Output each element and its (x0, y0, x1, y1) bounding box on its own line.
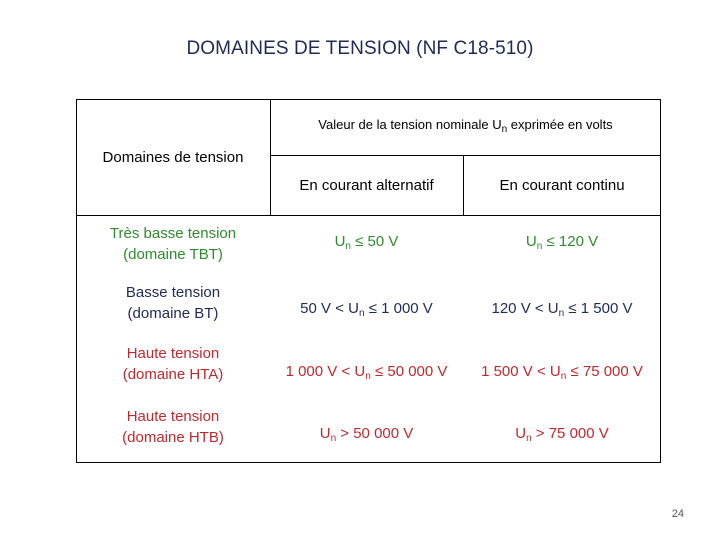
header-value (270, 99, 661, 155)
header-ac (270, 155, 463, 215)
table-row-bt-dc: 120 $V < U_n \le 1$ 500 V (491, 300, 633, 319)
table-row-bt-ac: 50 $V < U_n \le 1$ 000 V (300, 300, 433, 319)
table-row-htb-ac: $U_n > 50$ 000 V (319, 425, 414, 444)
table-row-hta-ac: 1 000 $V < U_n \le 50$ 000 V (285, 363, 448, 382)
table-row-tbt-domain (76, 216, 270, 272)
table-row-bt-domain (76, 272, 270, 334)
table-row-hta-domain (76, 336, 270, 392)
header-dc-label: En courant continu (499, 176, 625, 194)
domain-name: Haute tension (126, 345, 220, 362)
page-number: 24 (671, 508, 684, 520)
domain-code: (domaine TBT) (123, 246, 223, 263)
domain-code: (domaine BT) (127, 305, 219, 322)
header-dc (463, 155, 661, 215)
header-domains (76, 99, 270, 215)
table-row-tbt-ac: $U_n \le 50$ V (334, 233, 399, 252)
header-value-label: Valeur de la tension nominale $U_n$ exprimée en volts (318, 117, 613, 135)
domain-name: Haute tension (126, 408, 220, 425)
table-row-hta-dc: 1 500 $V < U_n \le 75$ 000 V (481, 363, 643, 382)
header-ac-label: En courant alternatif (299, 176, 434, 194)
table-row-tbt-dc: $U_n \le 120$ V (525, 233, 599, 252)
header-domains-label: Domaines de tension (102, 148, 244, 166)
table-row-htb-dc: $U_n > 75$ 000 V (515, 425, 609, 444)
table-row-htb-domain (76, 399, 270, 455)
domain-code: (domaine HTA) (122, 366, 224, 383)
domain-name: Très basse tension (109, 225, 237, 242)
domain-name: Basse tension (125, 284, 221, 301)
domain-code: (domaine HTB) (122, 429, 224, 446)
page-title: DOMAINES DE TENSION (NF C18-510) (186, 38, 534, 59)
